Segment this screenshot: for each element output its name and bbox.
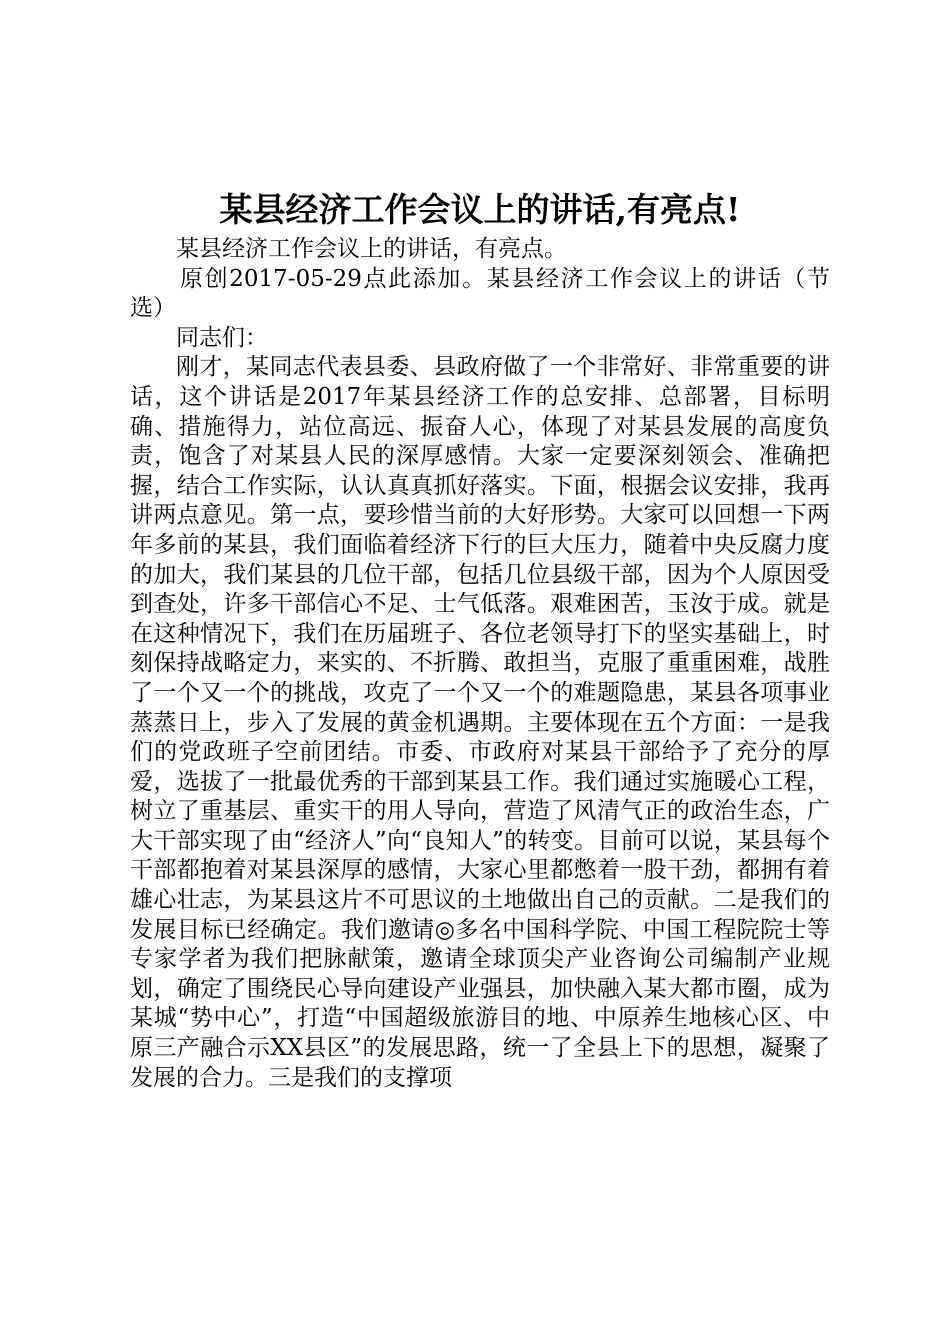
salutation-paragraph: 同志们： <box>176 324 268 351</box>
source-paragraph: 原创2017-05-29点此添加。某县经济工作会议上的讲话（节选） <box>130 265 830 322</box>
document-body <box>130 235 830 1093</box>
intro-paragraph: 某县经济工作会议上的讲话，有亮点。 <box>176 236 567 262</box>
document-title: 某县经济工作会议上的讲话,有亮点! <box>219 190 741 229</box>
main-paragraph: 刚才，某同志代表县委、县政府做了一个非常好、非常重要的讲话，这个讲话是2017年某县经济工作的总安排、总部署，目标明确、措施得力，站位高远、振奋人心，体现了对某县发展的高度负责，饱含了对某县人民的深厚感情。大家一定要深刻领会、准确把握，结合工作实际，认认真真抓好落实。下面，根据会议安排，我再讲两点意见。第一点，要珍惜当前的大好形势。大家可以回想一下两年多前的某县，我们面临着经济下行的巨大压力，随着中央反腐力度的加大，我们某县的几位干部，包括几位县级干部，因为个人原因受到查处，许多干部信心不足、士气低落。艰难困苦，玉汝于成。就是在这种情况下，我们在历届班子、各位老领导打下的坚实基础上，时刻保持战略定力，来实的、不折腾、敢担当，克服了重重困难，战胜了一个又一个的挑战，攻克了一个又一个的难题隐患，某县各项事业蒸蒸日上，步入了发展的黄金机遇期。主要体现在五个方面：一是我们的党政班子空前团结。市委、市政府对某县干部给予了充分的厚爱，选拔了一批最优秀的干部到某县工作。我们通过实施暖心工程，树立了重基层、重实干的用人导向，营造了风清气正的政治生态，广大干部实现了由“经济人”向“良知人”的转变。目前可以说，某县每个干部都抱着对某县深厚的感情，大家心里都憋着一股干劲，都拥有着雄心壮志，为某县这片不可思议的土地做出自己的贡献。二是我们的发展目标已经确定。我们邀请◎多名中国科学院、中国工程院院士等专家学者为我们把脉献策，邀请全球顶尖产业咨询公司编制产业规划，确定了围绕民心导向建设产业强县，加快融入某大都市圈，成为某城“势中心”，打造“中国超级旅游目的地、中原养生地核心区、中原三产融合示XX县区”的发展思路，统一了全县上下的思想，凝聚了发展的合力。三是我们的支撑项 <box>130 354 830 1091</box>
